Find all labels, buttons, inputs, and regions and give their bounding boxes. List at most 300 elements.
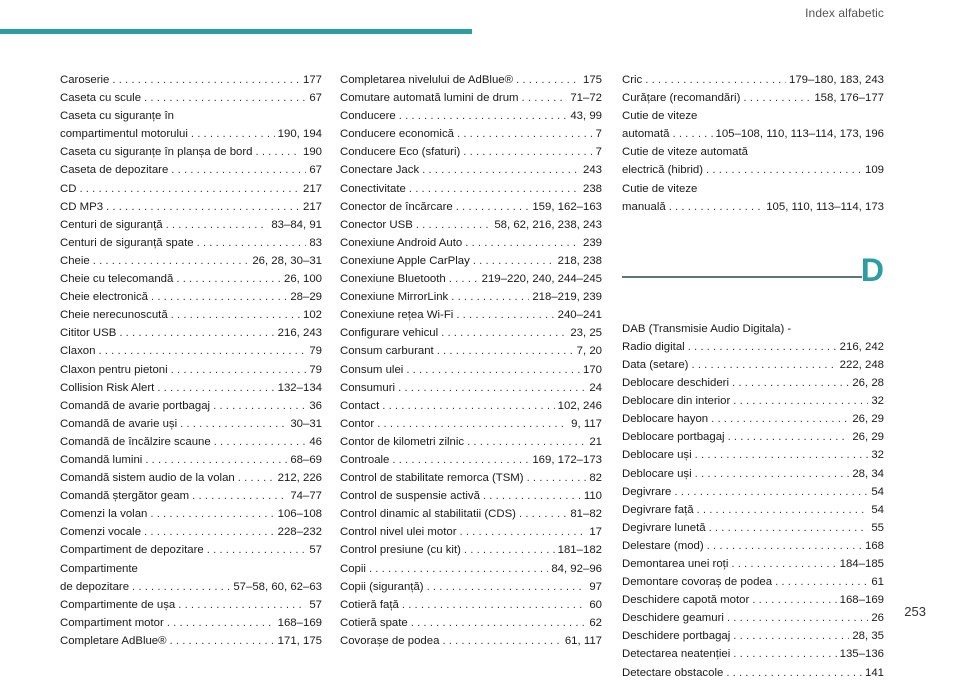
index-entry <box>340 180 602 198</box>
leader-dots <box>731 555 836 573</box>
index-term: compartimentul motorului <box>60 128 188 141</box>
index-entry <box>622 410 884 428</box>
index-entry <box>340 71 602 89</box>
index-entry <box>340 161 602 179</box>
index-entry <box>60 523 322 541</box>
index-entry <box>60 632 322 650</box>
index-term: Conector de încărcare <box>340 200 453 213</box>
index-entry <box>340 451 602 469</box>
index-entry <box>60 125 322 143</box>
index-entry <box>622 501 884 519</box>
page-references: 84, 92–96 <box>551 562 602 575</box>
page-header-title: Index alfabetic <box>805 6 884 20</box>
index-entry <box>340 433 602 451</box>
index-term: Comandă sistem audio de la volan <box>60 472 235 485</box>
page-references: 57 <box>309 598 322 611</box>
index-term: Control de suspensie activă <box>340 490 480 503</box>
index-term: Cheie nerecunoscută <box>60 309 168 322</box>
page-references: 102 <box>302 309 322 322</box>
index-column-2 <box>340 71 602 650</box>
leader-dots <box>377 415 568 433</box>
index-entry-line: Cutie de viteze <box>622 182 698 195</box>
leader-dots <box>167 614 275 632</box>
page-references: 132–134 <box>277 381 322 394</box>
index-entry <box>340 632 602 650</box>
index-entry <box>340 541 602 559</box>
leader-dots <box>456 306 554 324</box>
page-references: 184–185 <box>839 557 884 570</box>
leader-dots <box>213 397 306 415</box>
page-references: 79 <box>309 363 322 376</box>
index-term: de depozitare <box>60 580 130 593</box>
page-references: 28, 35 <box>852 630 884 643</box>
page-references: 26, 100 <box>283 273 322 286</box>
leader-dots <box>437 342 574 360</box>
index-entry <box>60 143 322 161</box>
header-accent-bar <box>0 29 472 34</box>
index-term: Controale <box>340 453 390 466</box>
page-references: 28–29 <box>290 291 322 304</box>
leader-dots <box>669 198 763 216</box>
index-entry-line: DAB (Transmisie Audio Digitala) - <box>622 322 792 335</box>
leader-dots <box>132 578 230 596</box>
index-term: Claxon <box>60 345 96 358</box>
leader-dots <box>519 505 567 523</box>
leader-dots <box>743 89 811 107</box>
leader-dots <box>178 596 306 614</box>
index-term: Detectare obstacole <box>622 666 724 679</box>
index-entry <box>60 216 322 234</box>
index-term: Comandă de avarie uși <box>60 417 178 430</box>
index-term: Cric <box>622 74 643 86</box>
leader-dots <box>727 609 868 627</box>
page-references: 17 <box>589 526 602 539</box>
page-references: 216, 243 <box>277 327 322 340</box>
index-term: Cotieră față <box>340 598 399 611</box>
index-entry <box>340 324 602 342</box>
index-term: Deblocare uși <box>622 467 692 480</box>
index-entry <box>340 198 602 216</box>
index-term: Deblocare portbagaj <box>622 431 725 444</box>
index-entry <box>622 555 884 573</box>
index-entry <box>340 361 602 379</box>
index-term: Completare AdBlue® <box>60 634 167 647</box>
page-references: 109 <box>864 164 884 177</box>
page-references: 28, 34 <box>852 467 884 480</box>
page-references: 217 <box>302 200 322 213</box>
page-references: 238 <box>582 182 602 195</box>
index-term: Conectare Jack <box>340 164 420 177</box>
index-entry-line: Caseta cu siguranțe în <box>60 110 174 123</box>
page-references: 168–169 <box>277 616 322 629</box>
index-entry-line: Compartimente <box>60 562 138 575</box>
index-entry <box>622 537 884 555</box>
index-column-3 <box>622 71 884 682</box>
index-term: Consum ulei <box>340 363 404 376</box>
index-term: Caseta cu scule <box>60 92 142 105</box>
leader-dots <box>674 483 868 501</box>
leader-dots <box>112 71 300 89</box>
index-entry <box>340 560 602 578</box>
page-references: 74–77 <box>290 490 322 503</box>
leader-dots <box>151 288 287 306</box>
page-references: 218, 238 <box>557 254 602 267</box>
leader-dots <box>106 198 300 216</box>
index-entry <box>60 415 322 433</box>
index-term: Completarea nivelului de AdBlue® <box>340 74 514 86</box>
leader-dots <box>733 645 836 663</box>
leader-dots <box>79 180 300 198</box>
index-entry <box>60 324 322 342</box>
leader-dots <box>645 71 786 89</box>
leader-dots <box>399 107 568 125</box>
leader-dots <box>527 469 587 487</box>
leader-dots <box>171 161 306 179</box>
leader-dots <box>695 446 869 464</box>
index-term: Control nivel ulei motor <box>340 526 457 539</box>
page-references: 79 <box>309 345 322 358</box>
page-references: 58, 62, 216, 238, 243 <box>494 218 602 231</box>
leader-dots <box>449 270 479 288</box>
index-term: Comandă de încălzire scaune <box>60 435 211 448</box>
page-references: 36 <box>309 399 322 412</box>
index-term: electrică (hibrid) <box>622 164 704 177</box>
page-references: 177 <box>302 74 322 86</box>
leader-dots <box>166 216 269 234</box>
leader-dots <box>119 324 274 342</box>
index-entry <box>60 578 322 596</box>
index-term: CD MP3 <box>60 200 104 213</box>
index-entry <box>622 627 884 645</box>
page-references: 57 <box>309 544 322 557</box>
leader-dots <box>464 541 555 559</box>
leader-dots <box>93 252 250 270</box>
page-references: 181–182 <box>557 544 602 557</box>
index-group-c-continued <box>622 71 884 216</box>
page-references: 190, 194 <box>277 128 322 141</box>
page-references: 168–169 <box>839 594 884 607</box>
leader-dots <box>673 125 713 143</box>
section-heading-d <box>622 248 884 320</box>
index-term: Delestare (mod) <box>622 539 704 552</box>
page-references: 228–232 <box>277 526 322 539</box>
leader-dots <box>180 415 287 433</box>
index-entry <box>60 342 322 360</box>
page-references: 240–241 <box>557 309 602 322</box>
index-entry <box>60 89 322 107</box>
page-references: 175 <box>582 74 602 86</box>
index-entry <box>340 342 602 360</box>
index-entry <box>340 143 602 161</box>
index-term: Contor de kilometri zilnic <box>340 435 465 448</box>
leader-dots <box>522 89 568 107</box>
leader-dots <box>441 324 567 342</box>
page-references: 61, 117 <box>564 634 602 647</box>
index-term: Radio digital <box>622 340 685 353</box>
index-entry <box>340 505 602 523</box>
index-term: Conexiune Android Auto <box>340 236 463 249</box>
index-entry <box>60 270 322 288</box>
leader-dots <box>144 523 275 541</box>
page-references: 46 <box>309 435 322 448</box>
index-entry <box>340 523 602 541</box>
leader-dots <box>775 573 868 591</box>
index-entry <box>60 469 322 487</box>
index-entry <box>60 541 322 559</box>
page-references: 7, 20 <box>576 345 602 358</box>
index-entry <box>340 125 602 143</box>
page-references: 83–84, 91 <box>271 218 322 231</box>
leader-dots <box>171 361 307 379</box>
index-term: Collision Risk Alert <box>60 381 155 394</box>
index-term: Conectivitate <box>340 182 406 195</box>
index-entry <box>622 338 884 356</box>
index-entry <box>622 89 884 107</box>
index-term: Consumuri <box>340 381 396 394</box>
leader-dots <box>460 523 587 541</box>
index-term: Conector USB <box>340 218 413 231</box>
leader-dots <box>402 596 586 614</box>
leader-dots <box>456 198 530 216</box>
leader-dots <box>691 356 836 374</box>
page-references: 54 <box>871 503 884 516</box>
leader-dots <box>416 216 492 234</box>
leader-dots <box>392 451 529 469</box>
index-term: Cititor USB <box>60 327 117 340</box>
index-term: Comandă de avarie portbagaj <box>60 399 211 412</box>
page-references: 170 <box>582 363 602 376</box>
leader-dots <box>728 428 850 446</box>
page-references: 106–108 <box>277 508 322 521</box>
index-term: manuală <box>622 200 666 213</box>
page-references: 83 <box>309 236 322 249</box>
leader-dots <box>427 578 587 596</box>
index-entry <box>60 234 322 252</box>
index-entry <box>622 198 884 216</box>
index-entry <box>340 234 602 252</box>
leader-dots <box>732 374 849 392</box>
index-entry <box>622 591 884 609</box>
index-term: Contact <box>340 399 380 412</box>
leader-dots <box>752 591 836 609</box>
page-references: 171, 175 <box>277 634 322 647</box>
page-references: 61 <box>871 576 884 589</box>
index-entry <box>60 614 322 632</box>
index-entry <box>622 71 884 89</box>
leader-dots <box>176 270 281 288</box>
page-references: 216, 242 <box>839 340 884 353</box>
index-term: Cheie cu telecomandă <box>60 273 174 286</box>
page-references: 212, 226 <box>277 472 322 485</box>
page-references: 102, 246 <box>557 399 602 412</box>
index-term: Deblocare din interior <box>622 395 731 408</box>
index-term: Degivrare față <box>622 503 694 516</box>
page-references: 169, 172–173 <box>532 453 602 466</box>
index-entry <box>622 483 884 501</box>
page-references: 218–219, 239 <box>532 291 602 304</box>
leader-dots <box>369 560 548 578</box>
page-references: 7 <box>595 146 602 159</box>
page-number: 253 <box>904 604 926 619</box>
leader-dots <box>465 234 580 252</box>
index-term: Configurare vehicul <box>340 327 439 340</box>
index-entry <box>340 487 602 505</box>
index-term: Conducere Eco (sfaturi) <box>340 146 461 159</box>
leader-dots <box>483 487 581 505</box>
index-entry-line: Cutie de viteze automată <box>622 146 749 159</box>
index-entry <box>622 428 884 446</box>
leader-dots <box>733 392 868 410</box>
index-term: Contor <box>340 417 375 430</box>
index-entry <box>60 198 322 216</box>
index-term: Cheie <box>60 254 90 267</box>
leader-dots <box>144 89 306 107</box>
index-term: Copii <box>340 562 366 575</box>
leader-dots <box>157 379 274 397</box>
index-entry <box>622 519 884 537</box>
leader-dots <box>145 451 287 469</box>
index-entry <box>60 596 322 614</box>
page-references: 71–72 <box>570 92 602 105</box>
index-entry <box>622 446 884 464</box>
index-entry <box>60 361 322 379</box>
index-term: Comutare automată lumini de drum <box>340 92 519 105</box>
leader-dots <box>150 505 274 523</box>
index-entry <box>60 288 322 306</box>
page-references: 57–58, 60, 62–63 <box>233 580 322 593</box>
leader-dots <box>238 469 275 487</box>
page-references: 67 <box>309 164 322 177</box>
leader-dots <box>170 632 275 650</box>
index-term: Detectarea neatenției <box>622 648 731 661</box>
leader-dots <box>422 161 580 179</box>
index-term: Control dinamic al stabilitatii (CDS) <box>340 508 516 521</box>
index-term: Conexiune Apple CarPlay <box>340 254 470 267</box>
index-term: Deschidere capotă motor <box>622 594 750 607</box>
index-term: Control de stabilitate remorca (TSM) <box>340 472 524 485</box>
index-term: Cheie electronică <box>60 291 149 304</box>
page-references: 179–180, 183, 243 <box>788 74 884 86</box>
page-references: 190 <box>302 146 322 159</box>
index-entry <box>622 374 884 392</box>
index-entry <box>60 71 322 89</box>
leader-dots <box>463 143 592 161</box>
page-references: 24 <box>589 381 602 394</box>
page-references: 217 <box>302 182 322 195</box>
index-term: Conducere <box>340 110 396 123</box>
leader-dots <box>451 288 529 306</box>
index-entry <box>340 578 602 596</box>
page-references: 105, 110, 113–114, 173 <box>766 200 884 213</box>
leader-dots <box>697 501 869 519</box>
index-entry <box>60 433 322 451</box>
index-entry <box>340 252 602 270</box>
leader-dots <box>709 519 869 537</box>
index-term: Comandă lumini <box>60 453 143 466</box>
leader-dots <box>382 397 554 415</box>
leader-dots <box>516 71 580 89</box>
index-entry <box>340 216 602 234</box>
index-entry <box>60 505 322 523</box>
page-references: 9, 117 <box>571 417 602 430</box>
leader-dots <box>688 338 837 356</box>
page-references: 21 <box>589 435 602 448</box>
leader-dots <box>191 125 275 143</box>
page-references: 26 <box>871 612 884 625</box>
index-term: Conexiune Bluetooth <box>340 273 446 286</box>
page-references: 26, 28, 30–31 <box>252 254 322 267</box>
index-entry <box>340 107 602 125</box>
index-entry <box>60 451 322 469</box>
index-entry <box>340 469 602 487</box>
index-term: Copii (siguranță) <box>340 580 424 593</box>
leader-dots <box>467 433 586 451</box>
index-term: Deblocare hayon <box>622 413 709 426</box>
page-references: 243 <box>582 164 602 177</box>
index-term: Claxon pentru pietoni <box>60 363 168 376</box>
page-references: 23, 25 <box>570 327 602 340</box>
leader-dots <box>726 664 862 682</box>
page-references: 141 <box>864 666 884 679</box>
section-letter: D <box>860 251 884 288</box>
page-references: 26, 29 <box>852 431 884 444</box>
index-entry <box>622 392 884 410</box>
index-entry <box>340 415 602 433</box>
index-term: automată <box>622 128 670 141</box>
leader-dots <box>707 537 862 555</box>
index-term: Demontare covoraș de podea <box>622 576 773 589</box>
index-entry <box>60 397 322 415</box>
leader-dots <box>398 379 586 397</box>
index-term: Cotieră spate <box>340 616 408 629</box>
index-entry <box>60 306 322 324</box>
index-term: Caseta cu siguranțe în planșa de bord <box>60 146 253 159</box>
index-term: Centuri de siguranță <box>60 218 163 231</box>
index-entry <box>622 664 884 682</box>
leader-dots <box>442 632 561 650</box>
index-entry <box>622 356 884 374</box>
page-references: 26, 28 <box>852 377 884 390</box>
index-entry <box>340 397 602 415</box>
index-term: Comandă ștergător geam <box>60 490 190 503</box>
index-term: Deschidere portbagaj <box>622 630 731 643</box>
page-references: 43, 99 <box>570 110 602 123</box>
index-entry <box>60 487 322 505</box>
index-term: CD <box>60 182 77 195</box>
index-term: Conexiune rețea Wi-Fi <box>340 309 454 322</box>
page-references: 26, 29 <box>852 413 884 426</box>
index-entry <box>622 161 884 179</box>
index-term: Control presiune (cu kit) <box>340 544 461 557</box>
page-references: 54 <box>871 485 884 498</box>
index-entry <box>340 379 602 397</box>
index-term: Degivrare <box>622 485 672 498</box>
page-references: 81–82 <box>570 508 602 521</box>
index-entry <box>622 609 884 627</box>
index-entry <box>622 465 884 483</box>
page-references: 135–136 <box>839 648 884 661</box>
index-entry <box>622 125 884 143</box>
index-entry <box>60 379 322 397</box>
index-entry <box>340 89 602 107</box>
leader-dots <box>733 627 849 645</box>
index-group-d <box>622 320 884 682</box>
page-references: 32 <box>871 395 884 408</box>
page-references: 62 <box>589 616 602 629</box>
index-entry <box>340 614 602 632</box>
section-divider <box>622 276 862 278</box>
page-references: 97 <box>589 580 602 593</box>
